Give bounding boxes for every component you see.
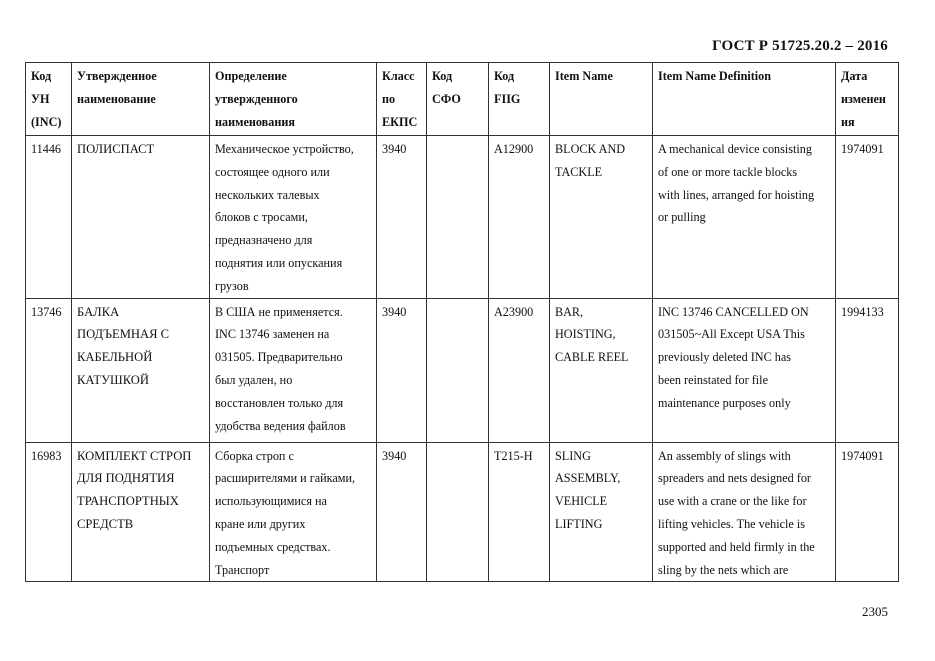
cell-item-name-definition: A mechanical device consisting of one or more tackle blocks with lines, arranged for hoisting or pulling	[653, 136, 836, 299]
table-header-row	[26, 63, 899, 136]
cell-item-name: BAR, HOISTING, CABLE REEL	[550, 298, 653, 442]
column-header-item-name: Item Name	[550, 63, 653, 136]
table-row	[26, 442, 899, 582]
item-names-table	[25, 62, 899, 582]
table-row	[26, 298, 899, 442]
column-header-fiig: Код FIIG	[489, 63, 550, 136]
column-header-item-name-definition: Item Name Definition	[653, 63, 836, 136]
document-title: ГОСТ Р 51725.20.2 – 2016	[712, 38, 888, 54]
cell-sfo	[427, 136, 489, 299]
column-header-date: Дата изменен ия	[836, 63, 899, 136]
cell-item-name: BLOCK AND TACKLE	[550, 136, 653, 299]
cell-date: 1974091	[836, 136, 899, 299]
cell-inc: 13746	[26, 298, 72, 442]
cell-approved-name: ПОЛИСПАСТ	[72, 136, 210, 299]
column-header-approved-name: Утвержденное наименование	[72, 63, 210, 136]
column-header-definition: Определение утвержденного наименования	[210, 63, 377, 136]
column-header-class: Класс по ЕКПС	[377, 63, 427, 136]
cell-item-name-definition: INC 13746 CANCELLED ON 031505~All Except USA This previously deleted INC has been reinstated for file maintenance purposes only	[653, 298, 836, 442]
column-header-sfo: Код СФО	[427, 63, 489, 136]
cell-class: 3940	[377, 298, 427, 442]
cell-definition: Сборка строп с расширителями и гайками, использующимися на кране или других подъемных средствах. Транспорт	[210, 442, 377, 582]
cell-item-name-definition: An assembly of slings with spreaders and nets designed for use with a crane or the like for lifting vehicles. The vehicle is supported and held firmly in the sling by the nets which are	[653, 442, 836, 582]
cell-fiig: A12900	[489, 136, 550, 299]
cell-definition: В США не применяется. INC 13746 заменен на 031505. Предварительно был удален, но восстановлен только для удобства ведения файлов	[210, 298, 377, 442]
cell-class: 3940	[377, 136, 427, 299]
cell-item-name: SLING ASSEMBLY, VEHICLE LIFTING	[550, 442, 653, 582]
page-number: 2305	[862, 604, 888, 619]
table-row	[26, 136, 899, 299]
cell-date: 1994133	[836, 298, 899, 442]
cell-class: 3940	[377, 442, 427, 582]
cell-fiig: T215-H	[489, 442, 550, 582]
cell-sfo	[427, 442, 489, 582]
cell-approved-name: КОМПЛЕКТ СТРОП ДЛЯ ПОДНЯТИЯ ТРАНСПОРТНЫХ СРЕДСТВ	[72, 442, 210, 582]
cell-fiig: A23900	[489, 298, 550, 442]
cell-inc: 16983	[26, 442, 72, 582]
cell-date: 1974091	[836, 442, 899, 582]
cell-sfo	[427, 298, 489, 442]
column-header-inc: Код УН (INC)	[26, 63, 72, 136]
cell-inc: 11446	[26, 136, 72, 299]
cell-definition: Механическое устройство, состоящее одного или нескольких талевых блоков с тросами, предназначено для поднятия или опускания грузов	[210, 136, 377, 299]
cell-approved-name: БАЛКА ПОДЪЕМНАЯ С КАБЕЛЬНОЙ КАТУШКОЙ	[72, 298, 210, 442]
